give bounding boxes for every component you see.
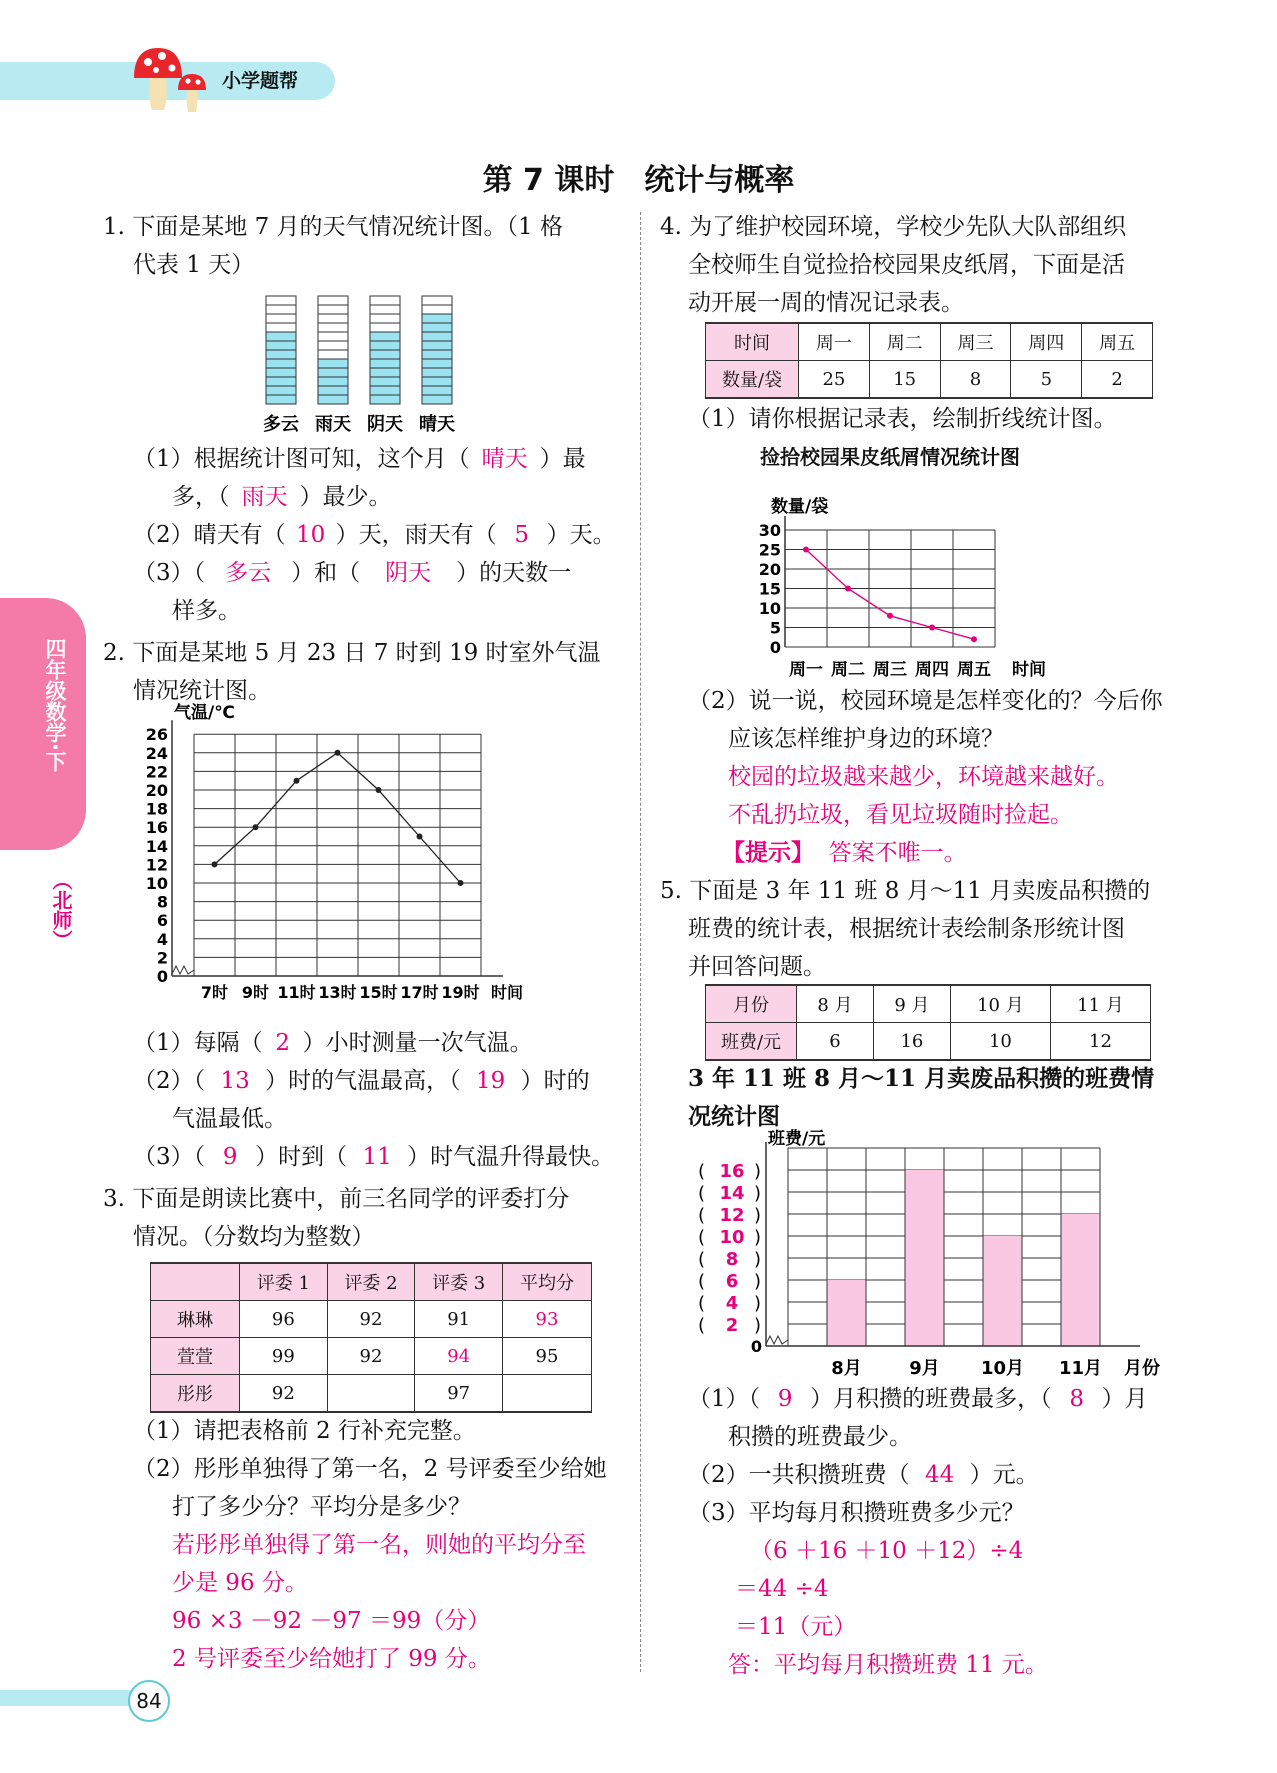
weather-cell-filled <box>370 332 400 341</box>
weather-cell-filled <box>370 350 400 359</box>
data-point <box>376 787 382 793</box>
weather-cell-filled <box>370 341 400 350</box>
q2-stem-1: 2. 下面是某地 5 月 23 日 7 时到 19 时室外气温 <box>103 640 601 666</box>
q3-stem-2: 情况。（分数均为整数） <box>133 1224 375 1250</box>
y-tick-bracket-close: ) <box>754 1161 762 1182</box>
weather-cell-empty <box>370 296 400 305</box>
weather-cell-filled <box>422 314 452 323</box>
weather-cell-empty <box>318 296 348 305</box>
y-tick-label: 6 <box>156 911 168 931</box>
data-point <box>253 824 259 830</box>
y-tick-label: 20 <box>145 781 168 800</box>
weather-cell-empty <box>318 305 348 314</box>
litter-line <box>806 550 974 640</box>
y-tick-label: 30 <box>758 521 781 540</box>
table-row: 彤彤 92 97 <box>151 1375 592 1413</box>
weather-cell-filled <box>422 323 452 332</box>
column-divider <box>640 212 641 1672</box>
q3-answer-2: 少是 96 分。 <box>172 1570 308 1596</box>
weather-cell-filled <box>266 386 296 395</box>
q5-part1: （1）（ 9 ）月积攒的班费最多，（ 8 ）月 <box>688 1386 1148 1412</box>
x-tick-label: 11时 <box>277 983 316 1002</box>
fund-bar <box>827 1280 866 1346</box>
x-tick-label: 8月 <box>831 1358 862 1379</box>
weather-cell-empty <box>318 323 348 332</box>
q2-stem-2: 情况统计图。 <box>133 678 271 704</box>
q4-litter-chart <box>745 475 1115 690</box>
q5-chart-title-2: 况统计图 <box>688 1103 780 1130</box>
weather-cell-filled <box>318 395 348 404</box>
weather-cell-empty <box>266 305 296 314</box>
fund-bar <box>1061 1214 1100 1346</box>
weather-cell-filled <box>370 368 400 377</box>
weather-cell-filled <box>318 359 348 368</box>
brand-label: 小学题帮 <box>222 70 299 92</box>
x-tick-label: 周五 <box>957 660 991 680</box>
weather-cell-filled <box>266 395 296 404</box>
q4-answer-1: 校园的垃圾越来越少，环境越来越好。 <box>728 764 1119 790</box>
x-tick-label: 周一 <box>789 660 823 680</box>
q4-stem-1: 4. 为了维护校园环境，学校少先队大队部组织 <box>660 214 1127 240</box>
weather-cell-filled <box>422 350 452 359</box>
q4-hint: 【提示】 答案不唯一。 <box>722 840 967 866</box>
weather-cell-empty <box>422 296 452 305</box>
q1-part1: （1）根据统计图可知，这个月（ 晴天 ）最 <box>133 440 586 478</box>
weather-cell-filled <box>422 341 452 350</box>
x-axis-title: 时间 <box>1012 660 1046 680</box>
q3-part1: （1）请把表格前 2 行补充完整。 <box>133 1418 476 1444</box>
x-tick-label: 9时 <box>241 983 270 1002</box>
y-tick-bracket-open: ( <box>698 1205 706 1226</box>
weather-cell-filled <box>266 341 296 350</box>
data-point <box>887 613 893 619</box>
axis-break <box>172 966 194 974</box>
q5-fund-table: 月份 8 月 9 月 10 月 11 月 班费/元 6 16 10 12 <box>705 984 1151 1061</box>
weather-cell-empty <box>318 341 348 350</box>
weather-cell-empty <box>370 323 400 332</box>
q2-part2: （2）（ 13 ）时的气温最高，（ 19 ）时的 <box>133 1068 590 1094</box>
q3-part2-2: 打了多少分？平均分是多少？ <box>172 1494 471 1520</box>
y-tick-label: 0 <box>769 638 781 657</box>
q4-stem-2: 全校师生自觉捡拾校园果皮纸屑，下面是活 <box>688 252 1125 278</box>
weather-cell-filled <box>422 377 452 386</box>
weather-cell-empty <box>318 350 348 359</box>
q5-answer-2: ＝44 ÷4 <box>735 1576 829 1602</box>
y-tick-label: 22 <box>145 762 168 782</box>
weather-cell-empty <box>266 296 296 305</box>
q4-part2-1: （2）说一说，校园环境是怎样变化的？今后你 <box>688 688 1163 714</box>
y-tick-bracket-open: ( <box>698 1161 706 1182</box>
y-axis-title: 数量/袋 <box>771 497 829 517</box>
weather-cell-filled <box>422 395 452 404</box>
y-tick-label: 25 <box>758 540 781 560</box>
q2-part3: （3）（ 9 ）时到（ 11 ）时气温升得最快。 <box>133 1144 615 1170</box>
q3-part2-1: （2）彤彤单独得了第一名，2 号评委至少给她 <box>133 1456 607 1482</box>
y-tick-bracket-open: ( <box>698 1183 706 1204</box>
weather-cell-empty <box>370 314 400 323</box>
axis-break <box>766 1336 788 1344</box>
y-tick-bracket-close: ) <box>754 1271 762 1292</box>
y-tick-bracket-close: ) <box>754 1227 762 1248</box>
data-point <box>294 778 300 784</box>
temperature-line <box>215 753 461 883</box>
y-tick-label: 8 <box>725 1249 739 1270</box>
weather-cell-filled <box>266 368 296 377</box>
x-tick-label: 10月 <box>980 1358 1025 1379</box>
q5-stem-1: 5. 下面是 3 年 11 班 8 月～11 月卖废品积攒的 <box>660 878 1151 904</box>
side-tab-grade: 四年级数学·下 <box>43 638 67 772</box>
fund-bar <box>905 1170 944 1346</box>
y-tick-label: 24 <box>145 743 168 763</box>
q2-part2-l2: 气温最低。 <box>172 1106 287 1132</box>
y-tick-label: 26 <box>145 725 168 745</box>
weather-cell-filled <box>266 332 296 341</box>
q1-part1-l2: 多，（ 雨天 ）最少。 <box>172 478 392 516</box>
weather-cell-filled <box>370 386 400 395</box>
q5-answer-3: ＝11（元） <box>735 1614 857 1640</box>
x-tick-label: 周二 <box>831 660 865 680</box>
y-tick-label: 14 <box>719 1183 745 1204</box>
x-tick-label: 11月 <box>1058 1358 1103 1379</box>
weather-cell-filled <box>266 350 296 359</box>
x-tick-label: 多云 <box>263 414 299 435</box>
q4-record-table: 时间 周一 周二 周三 周四 周五 数量/袋 25 15 8 5 2 <box>705 322 1153 399</box>
y-tick-label: 5 <box>769 618 781 638</box>
weather-cell-filled <box>422 359 452 368</box>
q1-stem-2: 代表 1 天） <box>133 252 255 278</box>
q1-stem-1: 1. 下面是某地 7 月的天气情况统计图。（1 格 <box>103 214 563 240</box>
x-axis-title: 时间 <box>490 983 524 1002</box>
y-tick-label: 15 <box>758 579 781 599</box>
y-tick-label: 16 <box>145 818 168 838</box>
table-row: 萱萱 99 92 94 95 <box>151 1338 592 1375</box>
data-point <box>929 625 935 631</box>
table-row: 琳琳 96 92 91 93 <box>151 1301 592 1338</box>
x-tick-label: 7时 <box>200 983 229 1002</box>
weather-cell-empty <box>266 314 296 323</box>
q5-stem-2: 班费的统计表，根据统计表绘制条形统计图 <box>688 916 1125 942</box>
weather-cell-filled <box>370 377 400 386</box>
weather-cell-empty <box>422 305 452 314</box>
q1-weather-chart <box>250 290 500 436</box>
weather-cell-filled <box>422 386 452 395</box>
data-point <box>803 547 809 553</box>
y-axis-title: 班费/元 <box>768 1129 826 1149</box>
x-axis-title: 月份 <box>1124 1358 1160 1379</box>
y-tick-label: 18 <box>145 799 168 819</box>
q5-part2: （2）一共积攒班费（ 44 ）元。 <box>688 1462 1039 1488</box>
y-tick-bracket-close: ) <box>754 1293 762 1314</box>
weather-cell-filled <box>370 359 400 368</box>
q5-chart-title-1: 3 年 11 班 8 月～11 月卖废品积攒的班费情 <box>688 1065 1155 1092</box>
y-tick-zero: 0 <box>750 1337 762 1356</box>
weather-cell-filled <box>266 359 296 368</box>
y-tick-bracket-open: ( <box>698 1227 706 1248</box>
q4-part1: （1）请你根据记录表，绘制折线统计图。 <box>688 406 1117 432</box>
data-point <box>458 880 464 886</box>
y-tick-label: 4 <box>725 1293 739 1314</box>
data-point <box>845 586 851 592</box>
y-tick-label: 12 <box>719 1205 745 1226</box>
y-tick-label: 2 <box>725 1315 739 1336</box>
x-tick-label: 晴天 <box>419 414 455 435</box>
y-tick-label: 10 <box>758 599 781 618</box>
q4-chart-title: 捡拾校园果皮纸屑情况统计图 <box>760 445 1020 469</box>
q5-stem-3: 并回答问题。 <box>688 954 826 980</box>
y-tick-label: 4 <box>156 929 168 949</box>
y-tick-label: 20 <box>758 560 781 579</box>
y-tick-bracket-open: ( <box>698 1249 706 1270</box>
q5-answer-4: 答：平均每月积攒班费 11 元。 <box>728 1652 1048 1678</box>
y-tick-label: 10 <box>719 1227 745 1248</box>
weather-cell-filled <box>318 386 348 395</box>
data-point <box>971 636 977 642</box>
page-number: 84 <box>128 1680 170 1722</box>
y-tick-bracket-close: ) <box>754 1249 762 1270</box>
q3-answer-3: 96 ×3 －92 －97 ＝99（分） <box>172 1608 491 1634</box>
y-tick-label: 0 <box>156 967 168 986</box>
y-axis-title: 气温/℃ <box>174 703 235 724</box>
q5-answer-1: （6 ＋16 ＋10 ＋12）÷4 <box>750 1538 1024 1564</box>
x-tick-label: 阴天 <box>367 414 403 435</box>
x-tick-label: 19时 <box>441 983 480 1002</box>
fund-bar <box>983 1236 1022 1346</box>
x-tick-label: 15时 <box>359 983 398 1002</box>
q5-part1-l2: 积攒的班费最少。 <box>728 1424 912 1450</box>
q3-answer-1: 若彤彤单独得了第一名，则她的平均分至 <box>172 1532 586 1558</box>
q4-answer-2: 不乱扔垃圾，看见垃圾随时捡起。 <box>728 802 1073 828</box>
y-tick-label: 16 <box>719 1161 745 1182</box>
q3-stem-1: 3. 下面是朗读比赛中，前三名同学的评委打分 <box>103 1186 570 1212</box>
side-tab-edition: （北师） <box>49 870 73 950</box>
x-tick-label: 周三 <box>873 660 907 680</box>
y-tick-bracket-open: ( <box>698 1293 706 1314</box>
x-tick-label: 9月 <box>909 1358 940 1379</box>
mushroom-icon <box>128 44 218 116</box>
weather-cell-filled <box>318 377 348 386</box>
weather-cell-filled <box>318 368 348 377</box>
data-point <box>417 834 423 840</box>
q3-answer-4: 2 号评委至少给她打了 99 分。 <box>172 1646 491 1672</box>
data-point <box>335 750 341 756</box>
q2-part1: （1）每隔（ 2 ）小时测量一次气温。 <box>133 1030 533 1056</box>
weather-cell-empty <box>318 314 348 323</box>
y-tick-bracket-open: ( <box>698 1315 706 1336</box>
q4-part2-2: 应该怎样维护身边的环境？ <box>728 726 1004 752</box>
x-tick-label: 13时 <box>318 983 357 1002</box>
weather-cell-empty <box>266 323 296 332</box>
y-tick-bracket-close: ) <box>754 1183 762 1204</box>
q1-part3: （3）（ 多云 ）和（ 阴天 ）的天数一 <box>133 560 572 586</box>
weather-cell-filled <box>266 377 296 386</box>
q5-part3: （3）平均每月积攒班费多少元？ <box>688 1500 1025 1526</box>
q4-stem-3: 动开展一周的情况记录表。 <box>688 290 964 316</box>
y-tick-bracket-close: ) <box>754 1315 762 1336</box>
y-tick-label: 6 <box>725 1271 739 1292</box>
weather-cell-filled <box>370 395 400 404</box>
page-title: 第 7 课时 统计与概率 <box>482 163 795 198</box>
weather-cell-empty <box>370 305 400 314</box>
q1-part2: （2）晴天有（ 10 ）天，雨天有（ 5 ）天。 <box>133 522 616 548</box>
weather-cell-empty <box>318 332 348 341</box>
q1-part3-l2: 样多。 <box>172 598 241 624</box>
q1-answer-most: 晴天 <box>481 446 528 472</box>
data-point <box>212 861 218 867</box>
y-tick-label: 14 <box>145 836 168 856</box>
x-tick-label: 周四 <box>915 660 949 680</box>
q1-answer-least: 雨天 <box>241 484 288 510</box>
q5-fund-chart <box>690 1129 1160 1379</box>
y-tick-bracket-open: ( <box>698 1271 706 1292</box>
y-tick-label: 12 <box>145 855 168 875</box>
y-tick-label: 2 <box>156 948 168 968</box>
weather-cell-filled <box>422 368 452 377</box>
y-tick-label: 8 <box>156 892 168 912</box>
y-tick-bracket-close: ) <box>754 1205 762 1226</box>
x-tick-label: 雨天 <box>315 414 351 435</box>
x-tick-label: 17时 <box>400 983 439 1002</box>
q3-score-table: 评委 1 评委 2 评委 3 平均分 琳琳 96 92 91 93 萱萱 99 92 94 95 彤彤 92 97 <box>150 1262 592 1413</box>
q2-temperature-chart <box>145 703 590 1018</box>
y-tick-label: 10 <box>145 874 168 893</box>
weather-cell-filled <box>422 332 452 341</box>
